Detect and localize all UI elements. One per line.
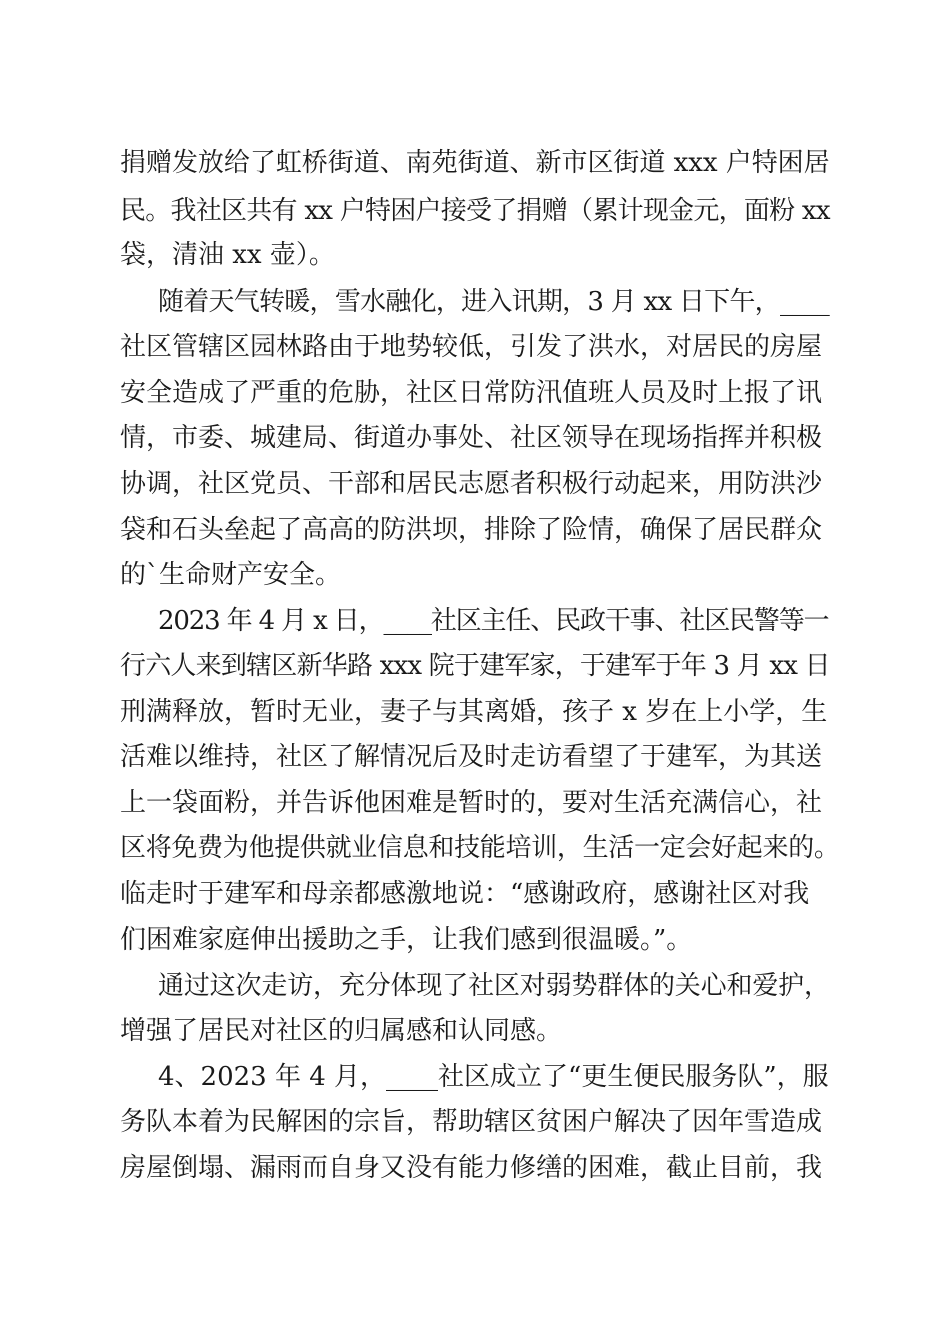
text-line: 情，市委、城建局、街道办事处、社区领导在现场指挥并积极 <box>120 423 823 453</box>
text-line: 增强了居民对社区的归属感和认同感。 <box>120 1016 563 1046</box>
text-line: 区将免费为他提供就业信息和技能培训，生活一定会好起来的。 <box>120 833 840 863</box>
text-line: 随着天气转暖，雪水融化，进入讯期，3 月 xx 日下午，____ <box>158 287 829 317</box>
text-line: 们困难家庭伸出援助之手，让我们感到很温暖。”。 <box>120 925 693 955</box>
text-line: 的`生命财产安全。 <box>120 560 342 590</box>
text-line: 上一袋面粉，并告诉他困难是暂时的，要对生活充满信心，社 <box>120 788 823 818</box>
text-line: 2023 年 4 月 x 日，____社区主任、民政干事、社区民警等一 <box>158 606 829 636</box>
text-line: 协调，社区党员、干部和居民志愿者积极行动起来，用防洪沙 <box>120 469 823 499</box>
text-line: 袋和石头垒起了高高的防洪坝，排除了险情，确保了居民群众 <box>120 515 823 545</box>
text-line: 安全造成了严重的危胁，社区日常防汛值班人员及时上报了讯 <box>120 378 823 408</box>
text-line: 4、2023 年 4 月，____社区成立了“更生便民服务队”，服 <box>158 1062 829 1092</box>
text-line: 捐赠发放给了虹桥街道、南苑街道、新市区街道 xxx 户特困居 <box>120 148 830 178</box>
text-line: 通过这次走访，充分体现了社区对弱势群体的关心和爱护， <box>158 971 830 1001</box>
text-line: 社区管辖区园林路由于地势较低，引发了洪水，对居民的房屋 <box>120 332 823 362</box>
text-line: 刑满释放，暂时无业，妻子与其离婚，孩子 x 岁在上小学，生 <box>120 697 828 727</box>
text-line: 临走时于建军和母亲都感激地说：“感谢政府，感谢社区对我 <box>120 879 810 909</box>
text-line: 袋，清油 xx 壶）。 <box>120 240 335 270</box>
text-line: 务队本着为民解困的宗旨，帮助辖区贫困户解决了因年雪造成 <box>120 1107 823 1137</box>
text-line: 民。我社区共有 xx 户特困户接受了捐赠（累计现金元，面粉 xx <box>120 196 830 226</box>
text-line: 活难以维持，社区了解情况后及时走访看望了于建军，为其送 <box>120 742 823 772</box>
text-line: 行六人来到辖区新华路 xxx 院于建军家，于建军于年 3 月 xx 日 <box>120 651 830 681</box>
text-line: 房屋倒塌、漏雨而自身又没有能力修缮的困难，截止目前，我 <box>120 1153 823 1183</box>
